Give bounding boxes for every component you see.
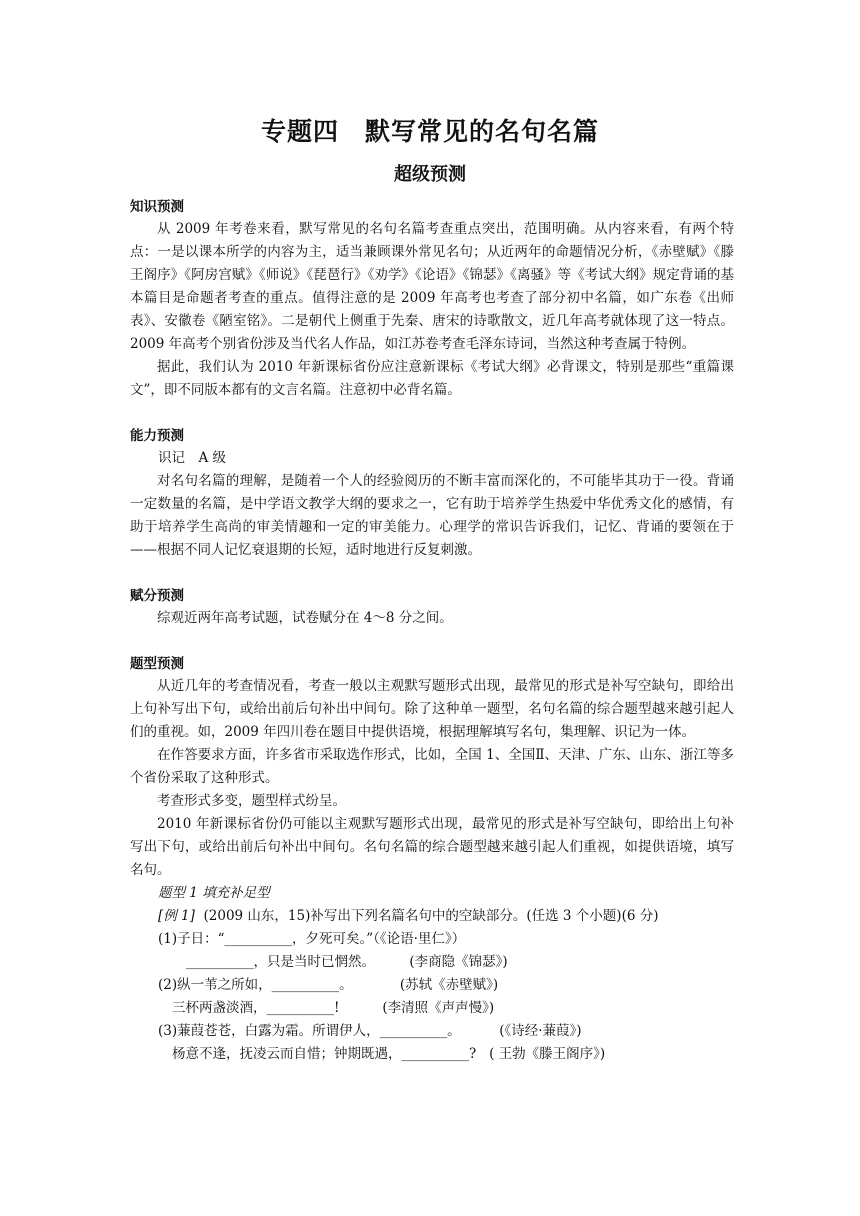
document-body <box>130 196 734 1066</box>
question-3a: (3)蒹葭苍苍，白露为霜。所谓伊人，__________。 (《诗经·蒹葭》) <box>158 1023 582 1039</box>
page-title: 专题四 默写常见的名句名篇 <box>260 117 599 146</box>
type-paragraph-2: 在作答要求方面，许多省市采取选作形式，比如，全国 1、全国Ⅱ、天津、广东、山东、浙江等多个省份采取了这种形式。 <box>130 747 734 786</box>
heading-type: 题型预测 <box>130 656 184 672</box>
knowledge-paragraph-1: 从 2009 年考卷来看，默写常见的名句名篇考查重点突出，范围明确。从内容来看，有两个特点：一是以课本所学的内容为主，适当兼顾课外常见名句；从近两年的命题情况分析，《赤壁赋》《滕王阁序》《阿房宫赋》《师说》《琵琶行》《劝学》《论语》《锦瑟》《离骚》等《考试大纲》规定背诵的基本篇目是命题者考查的重点。值得注意的是 2009 年高考也考查了部分初中名篇，如广东卷《出师表》、安徽卷《陋室铭》。二是朝代上侧重于先秦、唐宋的诗歌散文，近几年高考就体现了这一特点。2009 年高考个别省份涉及当代名人作品，如江苏卷考查毛泽东诗词，当然这种考查属于特例。 <box>130 221 734 352</box>
ability-level: 识记 A 级 <box>158 450 227 466</box>
heading-ability: 能力预测 <box>130 428 184 444</box>
question-3b: 杨意不逢，抚凌云而自惜；钟期既遇，__________? ( 王勃《滕王阁序》) <box>172 1046 606 1062</box>
type-1-heading: 题型 1 填充补足型 <box>158 885 270 901</box>
type-paragraph-4: 2010 年新课标省份仍可能以主观默写题形式出现，最常见的形式是补写空缺句，即给出上句补写出下句，或给出前后句补出中间句。名句名篇的综合题型越来越引起人们重视，如提供语境，填写名句。 <box>130 816 734 878</box>
ability-paragraph-1: 对名句名篇的理解，是随着一个人的经验阅历的不断丰富而深化的，不可能毕其功于一役。背诵一定数量的名篇，是中学语文教学大纲的要求之一，它有助于培养学生热爱中华优秀文化的感情，有助于培养学生高尚的审美情趣和一定的审美能力。心理学的常识告诉我们，记忆、背诵的要领在于——根据不同人记忆衰退期的长短，适时地进行反复刺激。 <box>130 473 734 558</box>
score-paragraph-1: 综观近两年高考试题，试卷赋分在 4～8 分之间。 <box>157 610 453 626</box>
heading-knowledge: 知识预测 <box>130 199 184 215</box>
question-2a: (2)纵一苇之所如，__________。 (苏轼《赤壁赋》) <box>158 977 499 993</box>
heading-score: 赋分预测 <box>130 588 184 604</box>
page-subtitle: 超级预测 <box>394 164 466 185</box>
type-paragraph-1: 从近几年的考查情况看，考查一般以主观默写题形式出现，最常见的形式是补写空缺句，即给出上句补写出下句，或给出前后句补出中间句。除了这种单一题型，名句名篇的综合题型越来越引起人们的重视。如，2009 年四川卷在题目中提供语境，根据理解填写名句，集理解、识记为一体。 <box>130 678 734 740</box>
knowledge-paragraph-2: 据此，我们认为 2010 年新课标省份应注意新课标《考试大纲》必背课文，特别是那些“重篇课文”，即不同版本都有的文言名篇。注意初中必背名篇。 <box>130 359 734 398</box>
question-2b: 三杯两盏淡酒，__________! (李清照《声声慢》) <box>172 1000 495 1016</box>
type-paragraph-3: 考查形式多变，题型样式纷呈。 <box>157 793 346 809</box>
example-text: (2009 山东，15)补写出下列名篇名句中的空缺部分。(任选 3 个小题)(6 分) <box>194 908 659 924</box>
question-1a: (1)子日：“__________，夕死可矣。”（《论语·里仁》） <box>158 931 466 947</box>
example-label: [例 1] <box>158 908 195 924</box>
question-1b: __________，只是当时已惘然。 (李商隐《锦瑟》) <box>186 954 508 970</box>
example-1 <box>130 905 734 928</box>
